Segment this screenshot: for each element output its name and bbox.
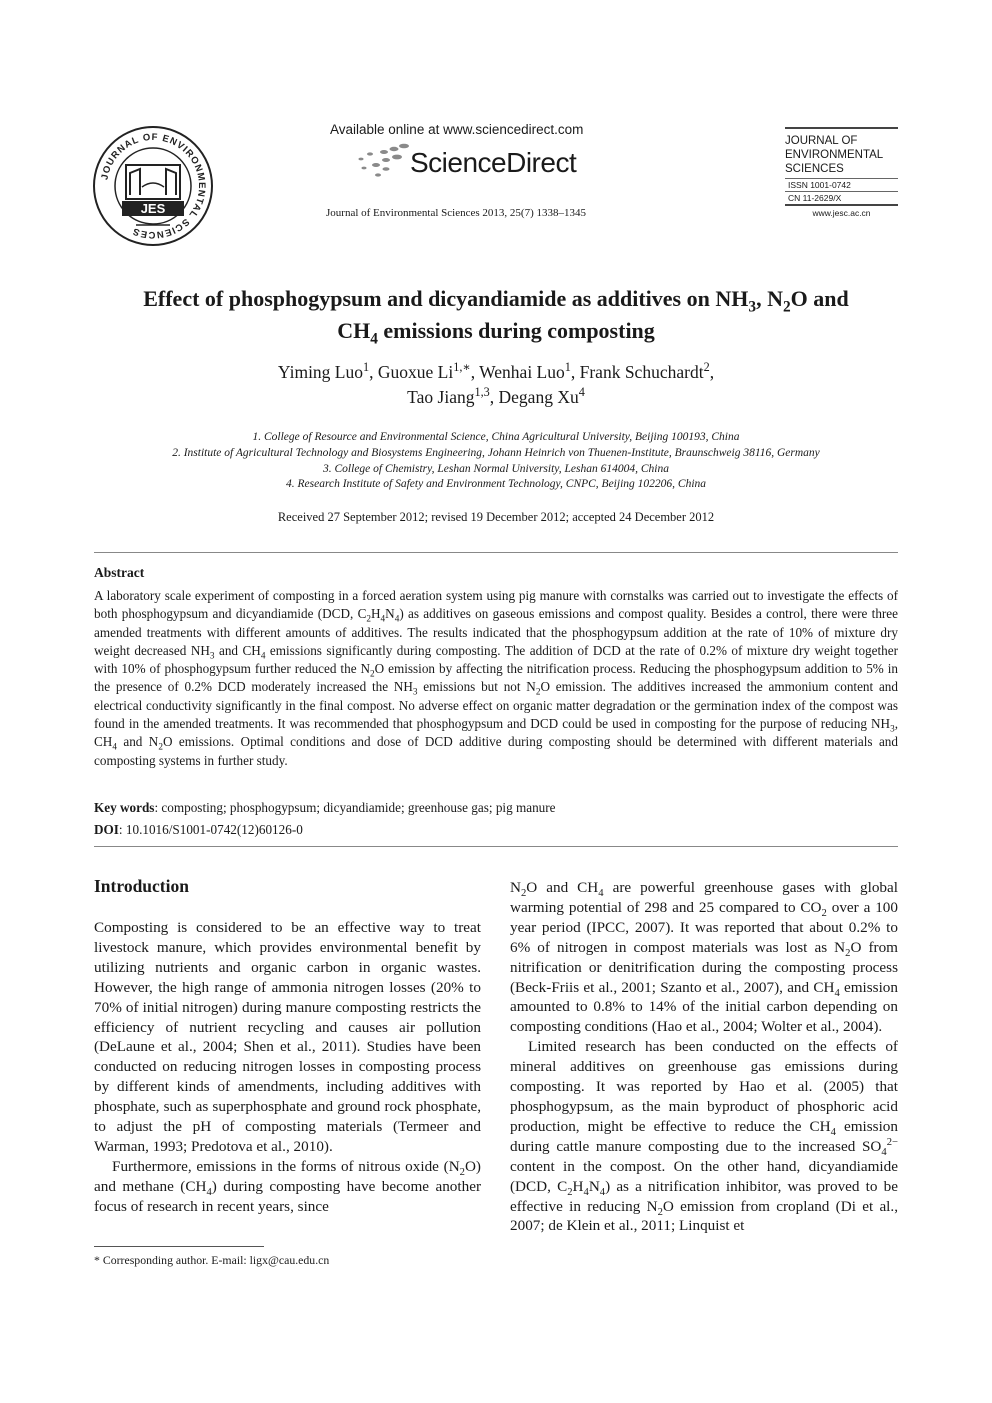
paragraph: Composting is considered to be an effective way to treat livestock manure, which provides environmental benefit by utilizing nutrients and organic carbon in organic wastes. However, the high range of ammonia nitrogen losses (20% to 70% of initial nitrogen) during manure composting restricts the efficiency of nutrient recycling and causes air pollution (DeLaune et al., 2004; Shen et al., 2011). Studies have been conducted on reducing nitrogen losses in composting process by different kinds of amendments, including additives with phosphate, such as superphosphate and ground rock phosphate, to adjust the pH of composting materials (Termeer and Warman, 1993; Predotova et al., 2010). [94,919,481,1155]
available-online-text: Available online at www.sciencedirect.com [330,122,584,137]
divider [94,846,898,847]
article-title: Effect of phosphogypsum and dicyandiamide as additives on $NH_3$, $N_2O$ and $CH_4$ emissions during composting [143,286,849,348]
journal-title-line: SCIENCES [785,163,844,175]
keywords: Key words: composting; phosphogypsum; dicyandiamide; greenhouse gas; pig manure [94,800,556,815]
journal-reference: Journal of Environmental Sciences 2013, 25(7) 1338–1345 [326,207,586,219]
section-heading-introduction: Introduction [94,876,189,896]
logo-emblem-text: JES [140,201,166,216]
author-name[interactable]: Tao Jiang [407,387,475,407]
abstract-body: A laboratory scale experiment of composting in a forced aeration system using pig manure with cornstalks was carried out to investigate the effects of both phosphogypsum and dicyandiamide (DCD, $C_2H_4N_4$) as additives on gaseous emissions and compost quality. Besides a control, there were three amended treatments with different amounts of additives. The results indicated that the phosphogypsum addition at the rate of 10% of mixture dry weight decreased $NH_3$ and $CH_4$ emissions significantly during composting. The addition of DCD at the rate of 0.2% of mixture dry weight together with 10% of phosphogypsum further reduced the $N_2O$ emission by affecting the nitrification process. Reducing the phosphogypsum addition to 5% in the presence of 0.2% DCD moderately increased the $NH_3$ emissions but not $N_2O$ emission. The additives increased the ammonium content and electrical conductivity significantly in the final compost. No adverse effect on organic matter degradation or the germination index of the compost was found in the amended treatments. It was recommended that phosphogypsum and DCD could be used in composting for the purpose of reducing $NH_3$, $CH_4$ and $N_2O$ emissions. Optimal conditions and dose of DCD additive during composting should be determined with different materials and composting systems in further study. [94,588,899,768]
affiliation: 4. Research Institute of Safety and Environment Technology, CNPC, Beijing 102206, China [285,478,707,491]
author-list: Yiming Luo$^1$, Guoxue $Li^{1,∗}$, Wenhai Luo$^1$, Frank Schuchardt$^2$, Tao Jiang$^{1,3}$, Degang Xu$^4$ [277,360,715,407]
affiliation-list [60,430,932,493]
doi-link[interactable]: : 10.1016/S1001-0742(12)60126-0 [118,822,303,837]
body-column-right [510,878,898,1236]
logo-ring-text: JOURNAL OF ENVIRONMENTAL SCIENCES [99,131,208,241]
author-name[interactable]: Degang Xu [498,387,579,407]
doi: DOI: 10.1016/S1001-0742(12)60126-0 [94,822,303,837]
abstract-heading: Abstract [94,565,145,580]
journal-title-line: ENVIRONMENTAL [785,149,884,161]
affiliation: 2. Institute of Agricultural Technology and Biosystems Engineering, Johann Heinrich von Thuenen-Institute, Braunschweig 38116, Germany [172,446,820,459]
affiliation: 3. College of Chemistry, Leshan Normal University, Leshan 614004, China [323,462,669,475]
sciencedirect-dots-icon [356,140,412,184]
journal-cn: CN 11-2629/X [788,193,842,203]
journal-title [785,134,898,176]
affiliation: 1. College of Resource and Environmental Science, China Agricultural University, Beijing 100193, China [252,431,740,443]
sciencedirect-wordmark: ScienceDirect [410,147,577,178]
paragraph: Furthermore, emissions in the forms of nitrous oxide $(N_2O)$ and methane $(CH_4)$ during composting have become another focus of research in recent years, since [94,1157,482,1215]
body-column-left [94,918,481,1217]
journal-logo [92,125,214,247]
journal-issn: ISSN 1001-0742 [788,180,851,190]
journal-info-box [785,127,898,218]
received-dates: Received 27 September 2012; revised 19 December 2012; accepted 24 December 2012 [277,510,715,524]
paragraph: Limited research has been conducted on the effects of mineral additives on greenhouse gas emissions during composting. It was reported by Hao et al. (2005) that phosphogypsum, as the main byproduct of phosphoric acid production, might be effective to reduce the $CH_4$ emission during cattle manure composting due to the increased $SO_4^{2-}$ content in the compost. On the other hand, dicyandiamide (DCD, $C_2H_4N_4$) as a nitrification inhibitor, was proved to be effective in reducing $N_2O$ emission from cropland (Di et al., 2007; de Klein et al., 2011; Linquist et [510,1038,898,1235]
paragraph: $N_2O$ and $CH_4$ are powerful greenhouse gases with global warming potential of 298 and 25 compared to $CO_2$ over a 100 year period (IPCC, 2007). It was reported that about 0.2% to 6% of nitrogen in compost materials was lost as $N_2O$ from nitrification or denitrification during the composting process (Beck-Friis et al., 2001; Szanto et al., 2007), and $CH_4$ emission amounted to 0.8% to 14% of the initial carbon depending on composting conditions (Hao et al., 2004; Wolter et al., 2004). [510,879,898,1036]
divider [94,552,898,553]
footnote-divider [94,1246,264,1247]
journal-title-line: JOURNAL OF [785,135,858,147]
corresponding-author-footnote: * Corresponding author. E-mail: ligx@cau.edu.cn [94,1253,330,1267]
author-name[interactable]: Frank Schuchardt [579,362,704,382]
author-name[interactable]: Yiming Luo [277,362,363,382]
journal-url[interactable]: www.jesc.ac.cn [812,208,871,218]
author-name[interactable]: Guoxue Li [377,362,454,382]
author-name[interactable]: Wenhai Luo [479,362,565,382]
